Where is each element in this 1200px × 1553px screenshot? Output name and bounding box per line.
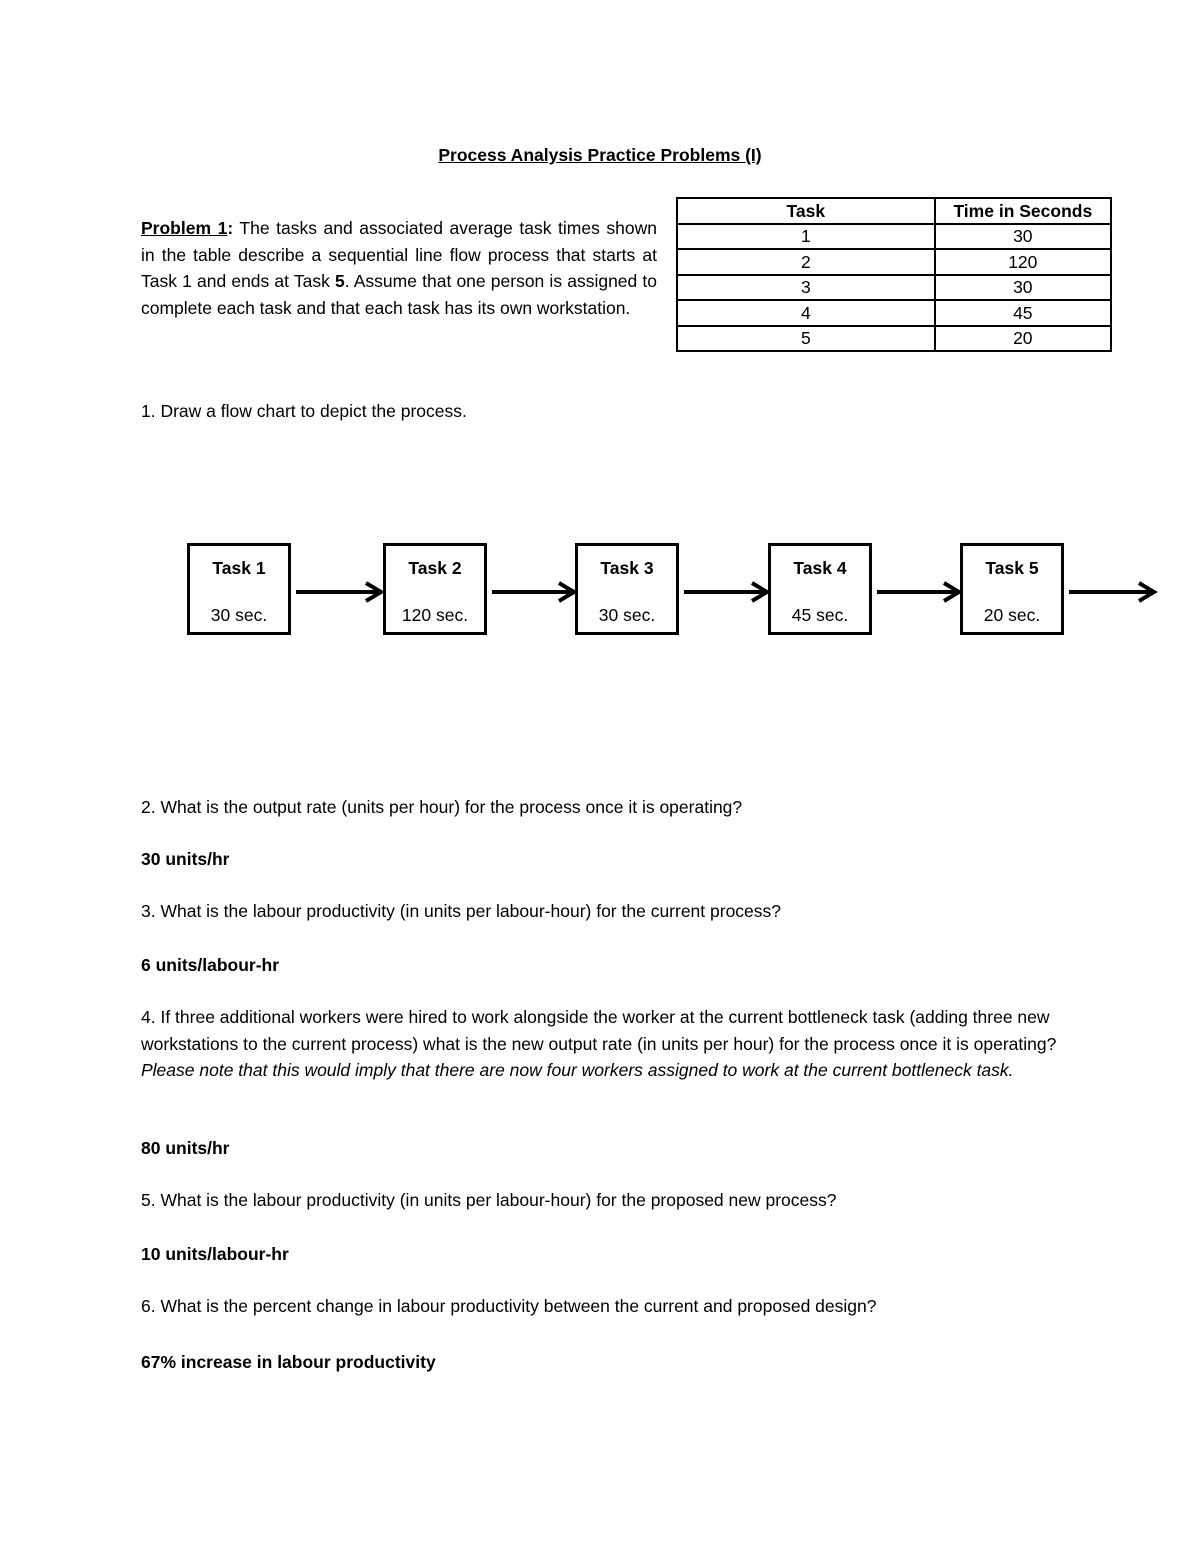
cell-time: 120 <box>935 249 1111 275</box>
flow-box-time: 20 sec. <box>983 605 1041 625</box>
question-4-text: 4. If three additional workers were hired to work alongside the worker at the current bottleneck task (adding three new workstations to the current process) what is the new output rate (in units per hour) for the process once it is operating? <box>141 1007 1057 1054</box>
answer-5: 10 units/labour-hr <box>141 1244 289 1264</box>
cell-time: 30 <box>935 275 1111 301</box>
cell-task: 2 <box>677 249 935 275</box>
flow-box-task-3 <box>575 543 679 635</box>
cell-task: 4 <box>677 300 935 326</box>
flow-box-task-4 <box>768 543 872 635</box>
cell-time: 30 <box>935 224 1111 250</box>
flow-box-task-1 <box>187 543 291 635</box>
cell-task: 5 <box>677 326 935 352</box>
flow-box-label: Task 1 <box>212 558 266 578</box>
flow-box-time: 30 sec. <box>210 605 268 625</box>
answer-6: 67% increase in labour productivity <box>141 1352 436 1372</box>
question-4 <box>141 1004 1061 1084</box>
answer-2: 30 units/hr <box>141 849 230 869</box>
page-title: Process Analysis Practice Problems (I) <box>438 145 762 165</box>
problem-colon: : <box>227 218 234 238</box>
question-3: 3. What is the labour productivity (in units per labour-hour) for the current process? <box>141 901 782 921</box>
question-5: 5. What is the labour productivity (in units per labour-hour) for the proposed new process? <box>141 1190 837 1210</box>
question-1: 1. Draw a flow chart to depict the process. <box>141 401 467 421</box>
flow-box-label: Task 3 <box>600 558 654 578</box>
question-6: 6. What is the percent change in labour productivity between the current and proposed design? <box>141 1296 877 1316</box>
cell-time: 20 <box>935 326 1111 352</box>
cell-time: 45 <box>935 300 1111 326</box>
flow-box-task-2 <box>383 543 487 635</box>
question-2: 2. What is the output rate (units per hour) for the process once it is operating? <box>141 797 743 817</box>
problem-end-task: 5 <box>334 271 345 291</box>
problem-text-1: The tasks and associated average task times shown in the table describe a sequential line flow process that starts at Task 1 and ends at Task <box>141 218 657 291</box>
question-4-note: Please note that this would imply that there are now four workers assigned to work at the current bottleneck task. <box>141 1060 1014 1080</box>
header-task: Task <box>677 198 935 224</box>
header-time: Time in Seconds <box>935 198 1111 224</box>
answer-3: 6 units/labour-hr <box>141 955 280 975</box>
cell-task: 1 <box>677 224 935 250</box>
cell-task: 3 <box>677 275 935 301</box>
flow-box-time: 45 sec. <box>791 605 849 625</box>
flow-box-label: Task 5 <box>985 558 1039 578</box>
answer-4: 80 units/hr <box>141 1138 230 1158</box>
problem-label: Problem 1 <box>141 218 228 238</box>
flow-box-task-5 <box>960 543 1064 635</box>
flow-box-label: Task 2 <box>408 558 462 578</box>
problem-text-2: . Assume that one person is assigned to complete each task and that each task has its own workstation. <box>141 271 658 318</box>
flow-box-label: Task 4 <box>793 558 847 578</box>
flow-box-time: 30 sec. <box>598 605 656 625</box>
flow-box-time: 120 sec. <box>401 605 469 625</box>
